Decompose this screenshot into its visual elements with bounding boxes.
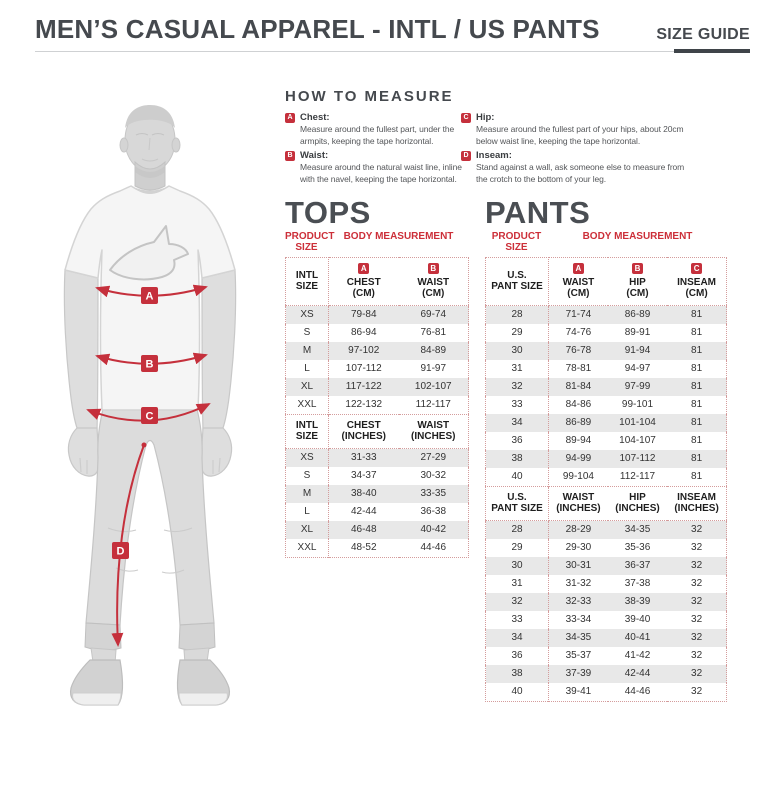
size-cell: 40 [486,468,549,487]
how-to-measure-heading: HOW TO MEASURE [285,88,454,105]
value-cell: 38-40 [329,485,399,503]
measure-item-waist [285,150,461,185]
value-cell: 32-33 [549,593,608,611]
table-row [486,432,727,450]
table-row [286,521,469,539]
table-row [286,324,469,342]
table-row [486,521,727,540]
size-column-header: U.S. PANT SIZE [486,487,549,521]
table-header-row [286,415,469,449]
size-column-header: U.S. PANT SIZE [486,258,549,306]
table-row [486,557,727,575]
value-cell: 81-84 [549,378,608,396]
measurement-column-header: C INSEAM (CM) [667,258,726,306]
value-cell: 39-41 [565,686,592,697]
measure-description: Measure around the fullest part of your hips, about 20cm below waist line, keeping the tape horizontal. [476,124,684,146]
svg-text:D: D [116,545,125,558]
value-cell: 81 [691,363,703,374]
table-row [486,665,727,683]
mannequin-illustration [28,98,283,723]
badge-d-icon: D [461,151,471,161]
page-title: MEN’S CASUAL APPAREL - INTL / US PANTS [35,14,600,44]
value-cell: 86-89 [608,306,667,325]
size-cell: 33 [486,611,549,629]
size-cell: XS [286,306,329,325]
value-cell: 81 [667,450,726,468]
size-cell: 34 [486,629,549,647]
value-cell: 27-29 [399,449,469,468]
table-row [486,378,727,396]
value-cell: 32 [691,542,703,553]
size-cell: 38 [486,450,549,468]
measurement-column-header: CHEST (INCHES) [329,415,399,449]
size-cell: 29 [486,324,549,342]
table-row [286,485,469,503]
value-cell: 89-94 [565,435,592,446]
measure-item-chest [285,112,461,147]
value-cell: 79-84 [329,306,399,325]
table-row [286,503,469,521]
value-cell: 101-104 [608,414,667,432]
size-cell: XXL [286,539,329,558]
size-cell: 28 [486,306,549,325]
header-divider [35,51,750,52]
value-cell: 91-97 [420,363,447,374]
figure-pants [85,398,215,664]
value-cell: 37-38 [624,578,651,589]
value-cell: 81 [691,399,703,410]
size-cell: XL [286,378,329,396]
value-cell: 97-99 [608,378,667,396]
table-row [486,306,727,325]
table-row [486,575,727,593]
product-size-label: PRODUCT SIZE [491,231,542,253]
figure-shoes [71,660,230,705]
value-cell: 29-30 [565,542,592,553]
measurement-column-header: B HIP (CM) [608,258,667,306]
measure-description: Stand against a wall, ask someone else to measure from the crotch to the bottom of your leg. [476,162,685,184]
body-measurement-label: BODY MEASUREMENT [582,231,693,242]
measurement-column-header: WAIST (INCHES) [399,415,469,449]
measure-label: Chest: [300,112,330,123]
measurement-column-header: B WAIST (CM) [399,258,469,306]
value-cell: 40-41 [608,629,667,647]
value-cell: 84-89 [399,342,469,360]
size-cell: 28 [486,521,549,540]
value-cell: 32 [691,614,703,625]
size-guide-underline [674,49,750,53]
value-cell: 76-78 [549,342,608,360]
value-cell: 99-104 [562,471,594,482]
value-cell: 36-38 [420,506,447,517]
value-cell: 40-42 [399,521,469,539]
value-cell: 107-112 [345,363,382,374]
size-cell: 31 [486,575,549,593]
value-cell: 99-101 [621,399,654,410]
value-cell: 97-102 [329,342,399,360]
pants-table [485,257,727,702]
measurement-column-header: HIP (INCHES) [608,487,667,521]
svg-text:C: C [145,410,154,423]
value-cell: 41-42 [624,650,651,661]
size-cell: 32 [486,593,549,611]
size-cell: M [286,342,329,360]
value-cell: 112-117 [415,399,451,410]
size-cell: XL [286,521,329,539]
value-cell: 89-91 [624,327,651,338]
pants-title: PANTS [485,195,591,230]
table-row [486,647,727,665]
size-cell: 33 [486,396,549,414]
tab-size-guide[interactable]: SIZE GUIDE [656,26,750,43]
table-row [286,360,469,378]
value-cell: 32 [667,665,726,683]
size-cell: 34 [486,414,549,432]
value-cell: 34-37 [350,470,377,481]
body-measurement-label: BODY MEASUREMENT [343,231,454,242]
measure-label: Hip: [476,112,495,123]
size-cell: 30 [486,342,549,360]
value-cell: 86-89 [549,414,608,432]
measure-badge-b-icon: B [632,263,643,274]
size-cell: L [286,360,329,378]
value-cell: 107-112 [608,450,667,468]
table-header-row [486,258,727,306]
value-cell: 69-74 [399,306,469,325]
table-row [486,611,727,629]
value-cell: 74-76 [565,327,592,338]
size-column-header: INTL SIZE [286,258,329,306]
value-cell: 71-74 [549,306,608,325]
measure-description: Measure around the fullest part, under the armpits, keeping the tape horizontal. [300,124,455,146]
value-cell: 36-37 [608,557,667,575]
measure-label: Waist: [300,150,329,161]
measure-badge-a-icon: A [573,263,584,274]
table-row [486,360,727,378]
value-cell: 32 [667,593,726,611]
size-cell: XXL [286,396,329,415]
size-cell: 38 [486,665,549,683]
measurement-figure [28,98,283,723]
value-cell: 39-40 [624,614,651,625]
measure-badge-a-icon: A [358,263,369,274]
value-cell: 117-122 [329,378,399,396]
pants-size-table-block [485,196,727,702]
svg-text:A: A [145,290,154,303]
table-row [286,539,469,558]
table-row [486,593,727,611]
measurement-column-header: INSEAM (INCHES) [667,487,726,521]
size-table [485,257,727,702]
table-row [486,324,727,342]
value-cell: 32 [691,686,703,697]
product-size-label: PRODUCT SIZE [285,231,335,253]
value-cell: 31-33 [329,449,399,468]
value-cell: 81 [667,306,726,325]
value-cell: 94-99 [549,450,608,468]
value-cell: 81 [667,414,726,432]
value-cell: 84-86 [565,399,592,410]
size-cell: 36 [486,647,549,665]
value-cell: 81 [667,342,726,360]
table-row [486,468,727,487]
value-cell: 94-97 [624,363,651,374]
measure-badge-b-icon: B [428,263,439,274]
value-cell: 81 [667,378,726,396]
measurement-column-header: WAIST (INCHES) [549,487,608,521]
value-cell: 86-94 [350,327,377,338]
measure-item-hip [461,112,777,147]
size-cell: 30 [486,557,549,575]
tops-title: TOPS [285,195,371,230]
table-row [486,683,727,702]
measure-description: Measure around the natural waist line, inline with the navel, keeping the tape horizontal. [300,162,462,184]
value-cell: 33-34 [565,614,592,625]
table-row [486,414,727,432]
table-row [486,539,727,557]
value-cell: 81 [691,471,703,482]
value-cell: 31-32 [565,578,592,589]
table-row [286,306,469,325]
tops-group-labels [285,232,469,253]
table-header-row [286,258,469,306]
value-cell: 81 [691,435,703,446]
value-cell: 34-35 [549,629,608,647]
table-row [286,342,469,360]
tops-table [285,257,469,558]
measure-item-inseam [461,150,777,185]
size-cell: 29 [486,539,549,557]
table-row [286,378,469,396]
measurement-column-header: A WAIST (CM) [549,258,608,306]
value-cell: 32 [667,557,726,575]
size-cell: L [286,503,329,521]
value-cell: 81 [691,327,703,338]
badge-b-icon: B [285,151,295,161]
table-row [286,449,469,468]
value-cell: 34-35 [608,521,667,540]
value-cell: 32 [667,521,726,540]
how-to-measure-section [285,88,777,188]
badge-c-icon: C [461,113,471,123]
value-cell: 42-44 [608,665,667,683]
value-cell: 32 [691,578,703,589]
value-cell: 42-44 [350,506,377,517]
value-cell: 38-39 [608,593,667,611]
measurement-column-header: A CHEST (CM) [329,258,399,306]
value-cell: 112-117 [619,471,656,482]
table-header-row [486,487,727,521]
value-cell: 78-81 [565,363,592,374]
table-row [286,396,469,415]
size-cell: 32 [486,378,549,396]
value-cell: 30-32 [420,470,447,481]
value-cell: 32 [691,650,703,661]
table-row [486,396,727,414]
table-row [486,342,727,360]
size-cell: S [286,467,329,485]
size-cell: 40 [486,683,549,702]
value-cell: 37-39 [549,665,608,683]
pants-group-labels [485,232,727,253]
value-cell: 35-37 [565,650,592,661]
table-row [286,467,469,485]
value-cell: 46-48 [329,521,399,539]
measure-badge-c-icon: C [691,263,702,274]
size-cell: XS [286,449,329,468]
value-cell: 104-107 [619,435,656,446]
size-cell: 36 [486,432,549,450]
tops-size-table-block [285,196,469,558]
svg-text:B: B [145,358,154,371]
size-cell: M [286,485,329,503]
value-cell: 102-107 [399,378,469,396]
value-cell: 33-35 [399,485,469,503]
table-row [486,629,727,647]
value-cell: 35-36 [624,542,651,553]
size-cell: S [286,324,329,342]
size-table [285,257,469,558]
figure-head [120,105,180,190]
size-column-header: INTL SIZE [286,415,329,449]
value-cell: 91-94 [608,342,667,360]
value-cell: 44-46 [624,686,651,697]
value-cell: 48-52 [350,542,377,553]
badge-a-icon: A [285,113,295,123]
value-cell: 30-31 [549,557,608,575]
value-cell: 44-46 [420,542,447,553]
size-cell: 31 [486,360,549,378]
value-cell: 28-29 [549,521,608,540]
table-row [486,450,727,468]
value-cell: 76-81 [420,327,447,338]
measure-label: Inseam: [476,150,512,161]
value-cell: 122-132 [345,399,383,410]
value-cell: 32 [667,629,726,647]
